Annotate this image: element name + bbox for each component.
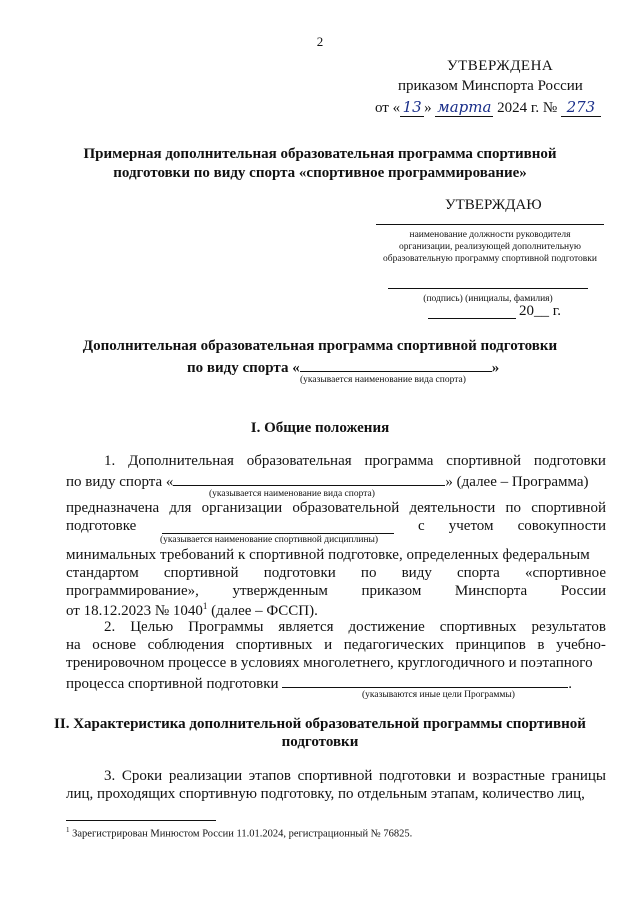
p1-word: предназначена xyxy=(66,500,160,516)
p1-line1 xyxy=(104,453,606,470)
p2-word: на xyxy=(66,637,81,653)
sport-name-blank xyxy=(300,357,492,372)
p3-word: реализации xyxy=(168,768,243,784)
page-number: 2 xyxy=(316,34,324,49)
date-suffix: 2024 г. № xyxy=(497,100,558,116)
p1-word: совокупности xyxy=(517,518,606,534)
p2-line2 xyxy=(66,637,606,654)
approve-caption2: организации, реализующей дополнительную xyxy=(399,242,581,252)
position-line xyxy=(376,224,604,225)
program-title-suffix: » xyxy=(491,360,500,376)
approval-title: УТВЕРЖДЕНА xyxy=(447,58,554,74)
doc-title-line1: Примерная дополнительная образовательная программа спортивной xyxy=(83,146,557,162)
p1-word: с xyxy=(418,518,425,534)
p1-word: России xyxy=(560,583,606,599)
approve-title: УТВЕРЖДАЮ xyxy=(445,197,542,213)
handwritten-number: 273 xyxy=(561,98,601,117)
p2-word: учебно- xyxy=(556,637,606,653)
p1-word: для xyxy=(169,500,192,516)
p1-word: приказом xyxy=(361,583,422,599)
footnote-ref: 1 xyxy=(202,601,208,611)
p2-line4: процесса спортивной подготовки . xyxy=(66,673,572,693)
p1-caption-discipline: (указывается наименование спортивной дисциплины) xyxy=(160,535,379,545)
section1-heading: I. Общие положения xyxy=(250,420,390,436)
p2-word: принципов xyxy=(455,637,526,653)
p2-word: спортивных xyxy=(235,637,313,653)
p1-line3 xyxy=(66,500,606,517)
p1-word: спортивной xyxy=(163,565,239,581)
p1-word: спортивной xyxy=(446,453,521,469)
p1-word: виду xyxy=(401,565,432,581)
p1-word: образовательной xyxy=(292,500,400,516)
signature-caption: (подпись) (инициалы, фамилия) xyxy=(423,294,553,304)
year-text: 20__ г. xyxy=(519,303,561,319)
p1-word: по xyxy=(505,500,522,516)
p2-word: основе xyxy=(92,637,136,653)
p1-sport-blank xyxy=(173,471,445,486)
date-prefix: от « xyxy=(375,100,401,116)
approval-order-line: приказом Минспорта России xyxy=(398,78,583,94)
other-goals-blank xyxy=(282,673,568,688)
p1-line8-b: (далее – ФССП). xyxy=(207,603,318,619)
p1-line2 xyxy=(66,471,589,491)
p1-word: программа xyxy=(364,453,434,469)
p2-line3: тренировочном процессе в условиях многолетнего, круглогодичного и поэтапного xyxy=(66,655,593,671)
p2-word: результатов xyxy=(531,619,606,635)
p1-line5: минимальных требований к спортивной подготовке, определенных федеральным xyxy=(66,547,590,563)
p1-word: по xyxy=(360,565,377,581)
p1-line4-words xyxy=(418,518,606,535)
p2-caption: (указываются иные цели Программы) xyxy=(362,690,515,700)
p1-word: деятельности xyxy=(409,500,496,516)
doc-title-line2: подготовки по виду спорта «спортивное программирование» xyxy=(113,165,527,181)
handwritten-day: 13 xyxy=(400,98,424,117)
p1-word: «спортивное xyxy=(524,565,606,581)
footnote-text: Зарегистрирован Минюстом России 11.01.2024, регистрационный № 76825. xyxy=(72,828,413,840)
date-mid: » xyxy=(424,100,432,116)
p2-word: соблюдения xyxy=(147,637,225,653)
footnote-mark: 1 xyxy=(66,826,70,834)
p3-word: подготовки xyxy=(378,768,452,784)
p3-word: 3. xyxy=(104,768,116,784)
p1-word: утвержденным xyxy=(232,583,328,599)
section2-heading-line2: подготовки xyxy=(281,734,359,750)
footnote xyxy=(66,826,412,840)
p1-word: Минспорта xyxy=(454,583,528,599)
p3-word: и xyxy=(457,768,466,784)
p1-word: программирование», xyxy=(66,583,199,599)
p1-line7 xyxy=(66,583,606,600)
approve-caption3: образовательную программу спортивной подготовки xyxy=(382,254,597,264)
p2-word: педагогических xyxy=(343,637,444,653)
program-title-line2 xyxy=(187,357,499,377)
p2-word: 2. xyxy=(104,619,116,635)
p1-word: образовательная xyxy=(246,453,352,469)
discipline-blank xyxy=(162,533,394,534)
p3-word: границы xyxy=(551,768,606,784)
p2-word: является xyxy=(278,619,334,635)
p1-line2-prefix: по виду спорта « xyxy=(66,474,174,490)
p1-num: 1. xyxy=(104,453,116,469)
footnote-separator xyxy=(66,820,216,821)
p1-line6 xyxy=(66,565,606,582)
program-title-line1: Дополнительная образовательная программа спортивной подготовки xyxy=(82,338,558,354)
approval-date-line xyxy=(375,98,601,117)
p2-word: в xyxy=(537,637,545,653)
p1-line4-prefix: подготовке xyxy=(66,518,137,534)
handwritten-month: марта xyxy=(437,98,492,116)
p1-word: спортивной xyxy=(531,500,606,516)
p3-word: Сроки xyxy=(121,768,163,784)
p1-word: Дополнительная xyxy=(128,453,234,469)
date-line xyxy=(428,318,516,319)
p1-word: подготовки xyxy=(533,453,606,469)
p2-line4-text: процесса спортивной подготовки xyxy=(66,676,279,692)
p1-word: стандартом xyxy=(66,565,139,581)
program-title-prefix: по виду спорта « xyxy=(187,360,300,376)
p1-line2-suffix: » (далее – Программа) xyxy=(445,474,589,490)
p1-caption-sport: (указывается наименование вида спорта) xyxy=(209,489,375,499)
p2-word: и xyxy=(324,637,333,653)
p1-line8-a: от 18.12.2023 № 1040 xyxy=(66,603,203,619)
approve-caption1: наименование должности руководителя xyxy=(409,230,571,240)
p3-word: спортивной xyxy=(297,768,373,784)
section2-heading-line1: II. Характеристика дополнительной образовательной программы спортивной xyxy=(54,716,586,732)
p3-line2: лиц, проходящих спортивную подготовку, по отдельным этапам, количество лиц, xyxy=(66,786,585,802)
p3-word: возрастные xyxy=(472,768,545,784)
p1-line8 xyxy=(66,601,318,620)
p2-line1 xyxy=(104,619,606,636)
p1-word: подготовки xyxy=(263,565,336,581)
p2-word: Программы xyxy=(188,619,264,635)
p2-word: спортивных xyxy=(439,619,517,635)
p2-word: Целью xyxy=(130,619,174,635)
p3-word: этапов xyxy=(248,768,292,784)
signature-line xyxy=(388,288,588,289)
program-title-caption: (указывается наименование вида спорта) xyxy=(300,375,466,385)
p1-word: учетом xyxy=(448,518,494,534)
p1-word: организации xyxy=(201,500,283,516)
p3-line1 xyxy=(104,768,606,785)
p1-word: спорта xyxy=(456,565,500,581)
p2-word: достижение xyxy=(348,619,425,635)
